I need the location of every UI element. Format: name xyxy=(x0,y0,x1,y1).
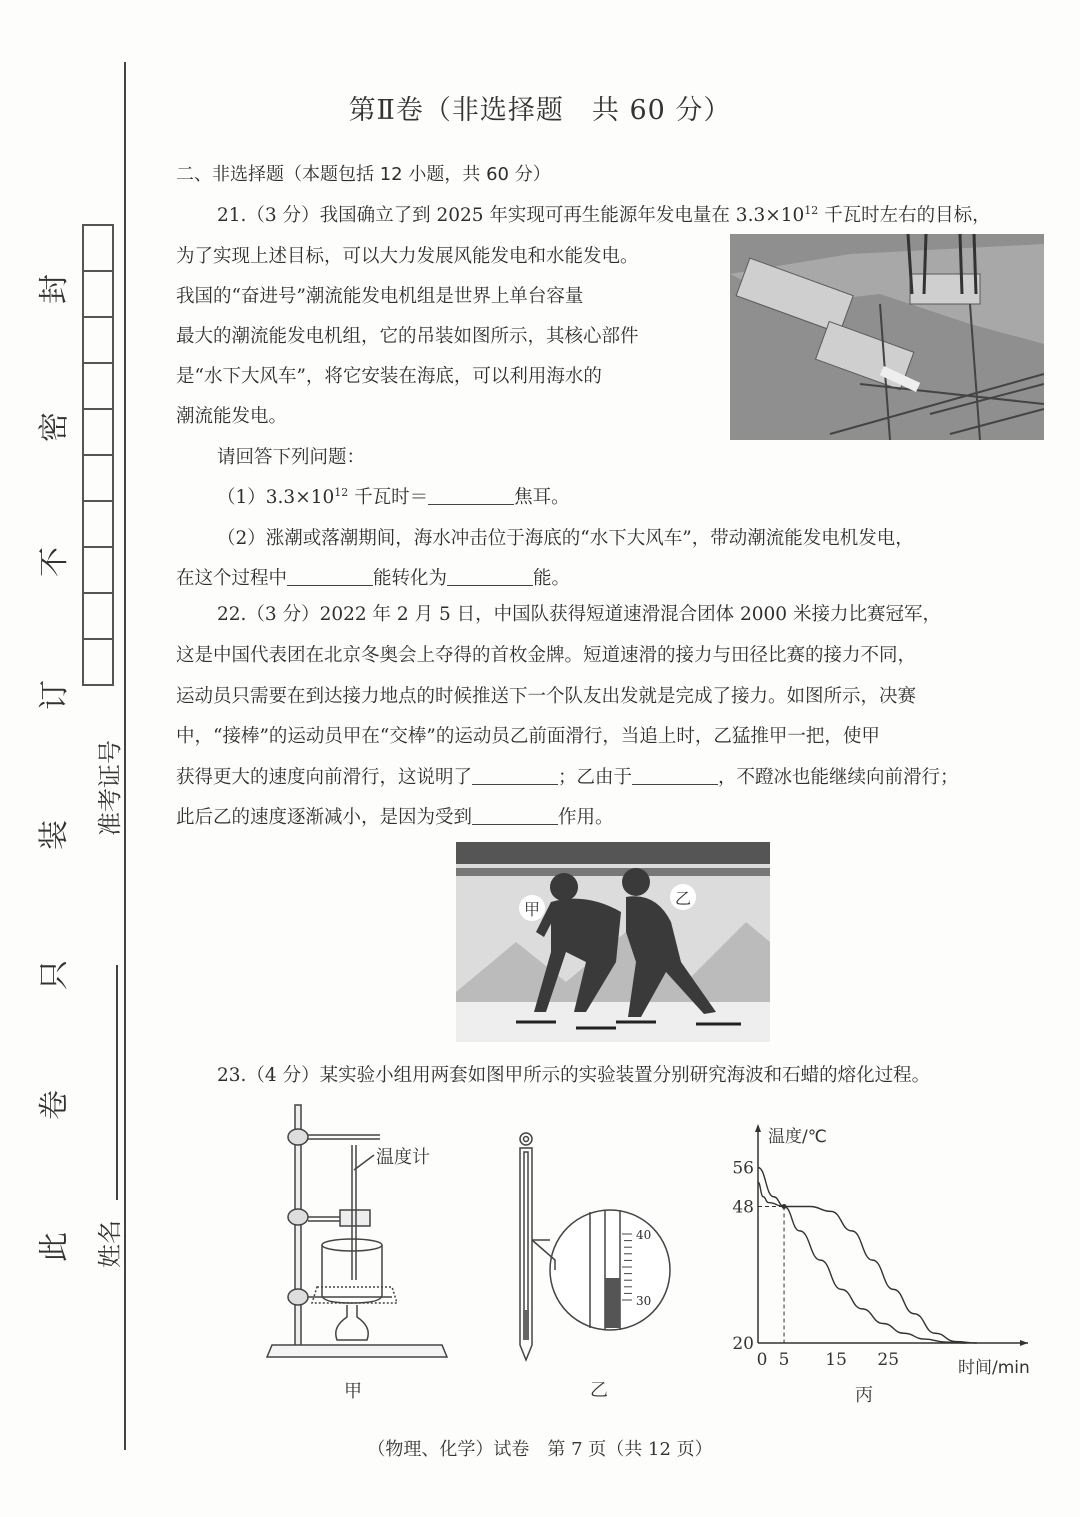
y-tick-label: 56 xyxy=(732,1158,754,1179)
q21-sub1: $(1)3.3\times 10^{12}$ 千瓦时＝ 焦耳。 xyxy=(217,485,570,508)
exam-id-cell[interactable] xyxy=(84,364,112,410)
q22-blank-3[interactable] xyxy=(472,806,558,826)
exam-id-cell[interactable] xyxy=(84,548,112,594)
speed-skating-photo xyxy=(456,842,770,1042)
exam-id-cell[interactable] xyxy=(84,502,112,548)
x-tick-label: 5 xyxy=(778,1350,790,1370)
q22-line-1: 22.（3 分）2022 年 2 月 5 日，中国队获得短道速滑混合团体 2000 米接力比赛冠军， xyxy=(217,604,941,625)
x-axis-arrow xyxy=(1020,1340,1028,1346)
x-tick-label: 25 xyxy=(877,1350,900,1370)
exam-id-cell[interactable] xyxy=(84,456,112,502)
exam-id-box[interactable] xyxy=(82,224,114,686)
figure-bing-caption: 丙 xyxy=(855,1385,873,1406)
thermometer-tick-30: 30 xyxy=(636,1294,652,1308)
q22-blank-2[interactable] xyxy=(632,766,718,786)
exam-id-cell[interactable] xyxy=(84,272,112,318)
y-tick-label: 48 xyxy=(732,1197,754,1218)
figure-jia-apparatus xyxy=(262,1095,452,1402)
q21-sub2-line-1: （2）涨潮或落潮期间，海水冲击位于海底的“水下大风车”，带动潮流能发电机发电， xyxy=(217,528,914,549)
q22-line-4: 中，“接棒”的运动员甲在“交棒”的运动员乙前面滑行，当追上时，乙猛推甲一把，使甲 xyxy=(176,726,880,747)
skater-label-yi: 乙 xyxy=(675,889,692,908)
section-heading: 二、非选择题（本题包括 12 小题，共 60 分） xyxy=(176,164,551,185)
figure-bing-chart xyxy=(730,1118,1060,1408)
seal-char: 密 xyxy=(37,412,72,442)
y-axis-arrow xyxy=(755,1124,761,1132)
exam-id-label: 准考证号 xyxy=(96,740,124,836)
name-field-line[interactable] xyxy=(116,965,118,1200)
series-line-curve-a xyxy=(758,1182,977,1343)
q21-sub2-blank-1[interactable] xyxy=(287,567,373,587)
x-tick-label: 0 xyxy=(756,1350,768,1370)
q23-text: 23.（4 分）某实验小组用两套如图甲所示的实验装置分别研究海波和石蜡的熔化过程。 xyxy=(217,1065,931,1086)
q22-line-5: 获得更大的速度向前滑行，这说明了 ；乙由于 ，不蹬冰也能继续向前滑行； xyxy=(176,767,959,788)
seal-char: 装 xyxy=(37,820,72,850)
exam-id-cell[interactable] xyxy=(84,640,112,684)
q21-line-3: 我国的“奋进号”潮流能发电机组是世界上单台容量 xyxy=(176,286,584,307)
x-tick-label: 15 xyxy=(825,1350,847,1370)
series-line-curve-b xyxy=(758,1168,966,1344)
tidal-turbine-photo xyxy=(730,234,1044,440)
q21-prompt: 请回答下列问题： xyxy=(217,447,366,468)
seal-char: 不 xyxy=(37,547,72,577)
y-tick-label: 20 xyxy=(732,1334,754,1354)
q22-line-6: 此后乙的速度逐渐减小，是因为受到 作用。 xyxy=(176,807,614,828)
page-footer: （物理、化学）试卷 第 7 页（共 12 页） xyxy=(367,1439,713,1460)
figure-jia-caption: 甲 xyxy=(344,1381,362,1402)
q21-line-2: 为了实现上述目标，可以大力发展风能发电和水能发电。 xyxy=(176,246,639,267)
seal-char: 卷 xyxy=(37,1090,72,1120)
exam-id-cell[interactable] xyxy=(84,410,112,456)
q22-line-2: 这是中国代表团在北京冬奥会上夺得的首枚金牌。短道速滑的接力与田径比赛的接力不同， xyxy=(176,645,917,666)
seal-char: 只 xyxy=(37,960,72,990)
exam-id-cell[interactable] xyxy=(84,226,112,272)
q21-sub2-line-2: 在这个过程中 能转化为 能。 xyxy=(176,568,571,589)
thermometer-label: 温度计 xyxy=(376,1147,430,1168)
q21-line-5: 是“水下大风车”，将它安装在海底，可以利用海水的 xyxy=(176,366,602,387)
seal-char: 此 xyxy=(37,1232,72,1262)
seal-char: 订 xyxy=(37,680,72,710)
q21-sub2-blank-2[interactable] xyxy=(447,567,533,587)
exam-id-cell[interactable] xyxy=(84,594,112,640)
skater-label-jia: 甲 xyxy=(524,900,541,919)
name-label: 姓名 xyxy=(96,1220,124,1268)
q21-line-1: 21.（3 分）我国确立了到 2025 年实现可再生能源年发电量在 $3.3\times 10^{12}$ 千瓦时左右的目标， xyxy=(217,203,991,226)
exam-id-cell[interactable] xyxy=(84,318,112,364)
q21-line-4: 最大的潮流能发电机组，它的吊装如图所示，其核心部件 xyxy=(176,326,639,347)
q21-line-6: 潮流能发电。 xyxy=(176,406,288,427)
figure-yi-thermometer xyxy=(510,1130,720,1401)
x-axis-label: 时间/min xyxy=(958,1358,1030,1378)
q21-sub1-answer-blank[interactable] xyxy=(428,486,514,506)
y-axis-label: 温度/℃ xyxy=(768,1127,827,1147)
q22-blank-1[interactable] xyxy=(472,766,558,786)
q22-line-3: 运动员只需要在到达接力地点的时候推送下一个队友出发就是完成了接力。如图所示，决赛 xyxy=(176,686,917,707)
thermometer-tick-40: 40 xyxy=(636,1228,652,1242)
seal-char: 封 xyxy=(37,274,72,304)
temperature-time-chart xyxy=(730,1118,1060,1408)
page-title: 第Ⅱ卷（非选择题 共 60 分） xyxy=(348,95,732,126)
figure-yi-caption: 乙 xyxy=(590,1380,608,1401)
